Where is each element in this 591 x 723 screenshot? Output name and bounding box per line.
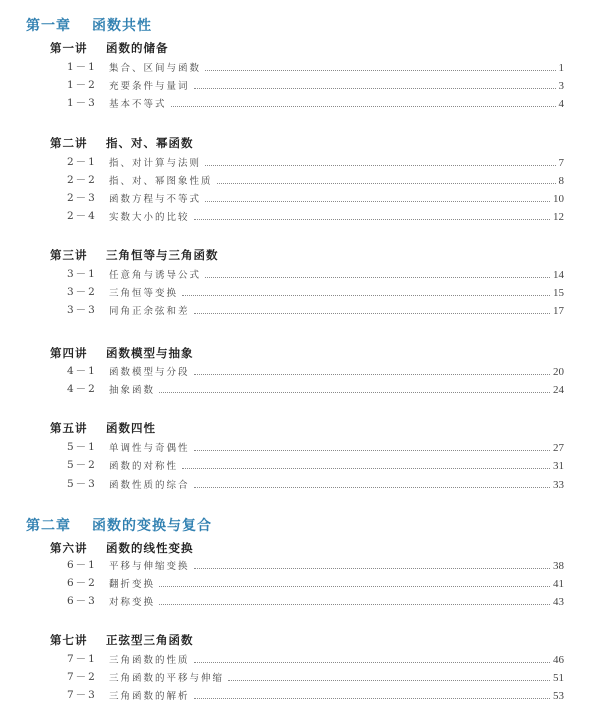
lecture-label: 第六讲 — [50, 541, 88, 555]
page-number: 51 — [553, 672, 564, 684]
section-number: 2－1 — [67, 156, 97, 168]
lecture-heading — [50, 420, 156, 436]
dot-leader — [194, 219, 550, 220]
page-number: 1 — [558, 62, 564, 74]
dot-leader — [205, 201, 550, 202]
dot-leader — [194, 450, 550, 451]
chapter-title: 函数的变换与复合 — [92, 518, 212, 534]
page-number: 12 — [553, 211, 564, 223]
section-title: 三角恒等变换 — [109, 288, 179, 299]
section-number: 5－1 — [67, 441, 97, 453]
toc-entry[interactable] — [67, 594, 564, 608]
dot-leader — [205, 70, 555, 71]
page-number: 53 — [553, 690, 564, 702]
section-number: 2－3 — [67, 192, 97, 204]
section-title: 三角函数的性质 — [109, 655, 190, 666]
toc-entry[interactable] — [67, 78, 564, 92]
dot-leader — [194, 374, 550, 375]
toc-entry[interactable] — [67, 155, 564, 169]
dot-leader — [217, 183, 556, 184]
page-number: 8 — [558, 175, 564, 187]
dot-leader — [205, 277, 550, 278]
section-title: 函数方程与不等式 — [109, 194, 202, 205]
section-number: 7－3 — [67, 689, 97, 701]
section-number: 1－2 — [67, 79, 97, 91]
toc-entry[interactable] — [67, 558, 564, 572]
toc-entry[interactable] — [67, 652, 564, 666]
section-title: 函数性质的综合 — [109, 480, 190, 491]
dot-leader — [182, 295, 550, 296]
section-title: 指、对、幂图象性质 — [109, 176, 213, 187]
page-number: 3 — [558, 80, 564, 92]
page-number: 46 — [553, 654, 564, 666]
toc-entry[interactable] — [67, 285, 564, 299]
section-number: 2－4 — [67, 210, 97, 222]
dot-leader — [194, 568, 550, 569]
page-number: 20 — [553, 366, 564, 378]
section-number: 4－1 — [67, 365, 97, 377]
dot-leader — [194, 698, 550, 699]
section-number: 6－1 — [67, 559, 97, 571]
lecture-label: 第五讲 — [50, 421, 88, 435]
section-title: 函数的对称性 — [109, 461, 179, 472]
toc-entry[interactable] — [67, 576, 564, 590]
lecture-label: 第四讲 — [50, 346, 88, 360]
chapter-label: 第一章 — [26, 18, 71, 34]
section-title: 充要条件与量词 — [109, 81, 190, 92]
lecture-heading — [50, 40, 169, 56]
lecture-title: 函数模型与抽象 — [106, 346, 194, 360]
lecture-label: 第一讲 — [50, 41, 88, 55]
lecture-title: 指、对、幂函数 — [106, 136, 194, 150]
toc-entry[interactable] — [67, 303, 564, 317]
dot-leader — [159, 392, 550, 393]
lecture-label: 第七讲 — [50, 633, 88, 647]
dot-leader — [159, 604, 550, 605]
section-number: 2－2 — [67, 174, 97, 186]
toc-entry[interactable] — [67, 364, 564, 378]
page-number: 43 — [553, 596, 564, 608]
section-title: 三角函数的解析 — [109, 691, 190, 702]
dot-leader — [205, 165, 555, 166]
section-title: 基本不等式 — [109, 99, 167, 110]
page-number: 24 — [553, 384, 564, 396]
section-number: 3－3 — [67, 304, 97, 316]
dot-leader — [194, 313, 550, 314]
section-number: 7－2 — [67, 671, 97, 683]
dot-leader — [182, 468, 550, 469]
section-number: 1－1 — [67, 61, 97, 73]
section-title: 实数大小的比较 — [109, 212, 190, 223]
section-number: 1－3 — [67, 97, 97, 109]
page-number: 41 — [553, 578, 564, 590]
lecture-title: 函数的线性变换 — [106, 541, 194, 555]
section-number: 4－2 — [67, 383, 97, 395]
lecture-title: 正弦型三角函数 — [106, 633, 194, 647]
chapter-heading — [26, 15, 152, 35]
section-title: 函数模型与分段 — [109, 367, 190, 378]
dot-leader — [228, 680, 550, 681]
toc-entry[interactable] — [67, 209, 564, 223]
toc-entry[interactable] — [67, 440, 564, 454]
section-number: 6－2 — [67, 577, 97, 589]
section-title: 三角函数的平移与伸缩 — [109, 673, 225, 684]
dot-leader — [194, 662, 550, 663]
page-number: 17 — [553, 305, 564, 317]
section-title: 对称变换 — [109, 597, 156, 608]
toc-entry[interactable] — [67, 458, 564, 472]
page-number: 4 — [558, 98, 564, 110]
dot-leader — [194, 487, 550, 488]
toc-entry[interactable] — [67, 688, 564, 702]
page-number: 7 — [558, 157, 564, 169]
section-number: 5－2 — [67, 459, 97, 471]
dot-leader — [171, 106, 556, 107]
chapter-label: 第二章 — [26, 518, 71, 534]
toc-entry[interactable] — [67, 173, 564, 187]
toc-entry[interactable] — [67, 191, 564, 205]
page-number: 38 — [553, 560, 564, 572]
section-number: 6－3 — [67, 595, 97, 607]
page-number: 33 — [553, 479, 564, 491]
lecture-heading — [50, 540, 194, 556]
section-title: 单调性与奇偶性 — [109, 443, 190, 454]
page-number: 27 — [553, 442, 564, 454]
section-title: 翻折变换 — [109, 579, 156, 590]
lecture-label: 第三讲 — [50, 248, 88, 262]
section-title: 任意角与诱导公式 — [109, 270, 202, 281]
section-number: 3－1 — [67, 268, 97, 280]
lecture-heading — [50, 345, 194, 361]
lecture-title: 函数的储备 — [106, 41, 169, 55]
section-title: 指、对计算与法则 — [109, 158, 202, 169]
section-title: 抽象函数 — [109, 385, 156, 396]
chapter-title: 函数共性 — [92, 18, 152, 34]
chapter-heading — [26, 515, 212, 535]
section-title: 平移与伸缩变换 — [109, 561, 190, 572]
page-number: 31 — [553, 460, 564, 472]
toc-entry[interactable] — [67, 96, 564, 110]
toc-entry[interactable] — [67, 382, 564, 396]
page-number: 15 — [553, 287, 564, 299]
section-title: 集合、区间与函数 — [109, 63, 202, 74]
toc-entry[interactable] — [67, 670, 564, 684]
toc-entry[interactable] — [67, 477, 564, 491]
lecture-label: 第二讲 — [50, 136, 88, 150]
section-title: 同角正余弦和差 — [109, 306, 190, 317]
toc-entry[interactable] — [67, 267, 564, 281]
lecture-heading — [50, 632, 194, 648]
lecture-heading — [50, 135, 194, 151]
page-number: 14 — [553, 269, 564, 281]
lecture-title: 三角恒等与三角函数 — [106, 248, 219, 262]
toc-entry[interactable] — [67, 60, 564, 74]
lecture-heading — [50, 247, 219, 263]
section-number: 5－3 — [67, 478, 97, 490]
dot-leader — [194, 88, 556, 89]
page-number: 10 — [553, 193, 564, 205]
section-number: 3－2 — [67, 286, 97, 298]
dot-leader — [159, 586, 550, 587]
section-number: 7－1 — [67, 653, 97, 665]
lecture-title: 函数四性 — [106, 421, 156, 435]
